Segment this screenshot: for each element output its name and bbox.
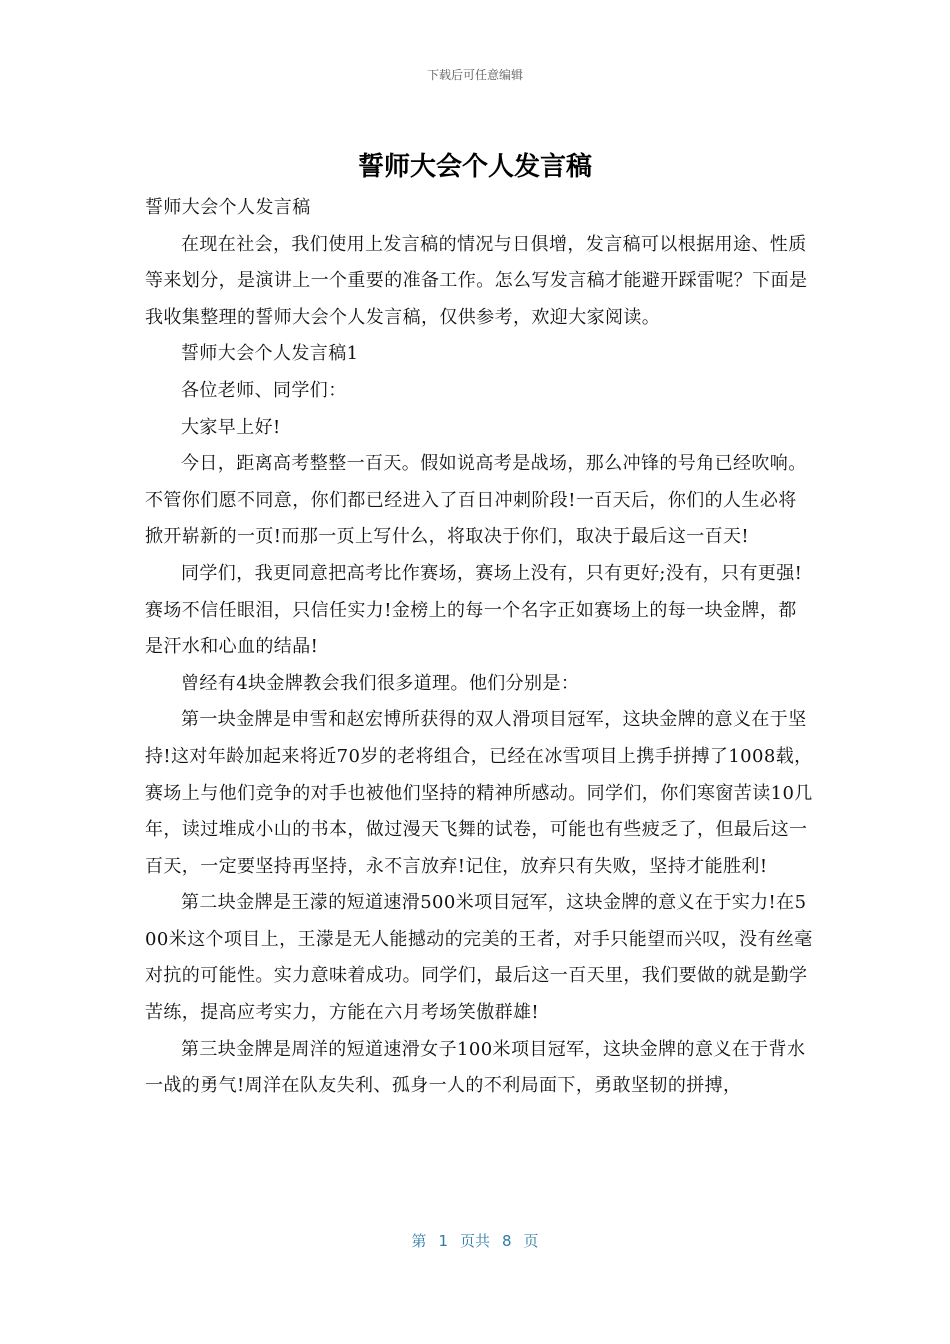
paragraph: 曾经有4块金牌教会我们很多道理。他们分别是： [181, 672, 580, 694]
header-note: 下载后可任意编辑 [426, 68, 523, 82]
document-subtitle: 誓师大会个人发言稿 [145, 197, 311, 218]
total-pages-number: 8 [502, 1232, 512, 1250]
paragraph: 第一块金牌是申雪和赵宏博所获得的双人滑项目冠军，这块金牌的意义在于坚持!这对年龄加起来将近70岁的老将组合，已经在冰雪项目上携手拼搏了1008载，赛场上与他们竞争的对手也被他们坚持的精神所感动。同学们，你们寒窗苦读10几年，读过堆成小山的书本，做过漫天飞舞的试卷，可能也有些疲乏了，但最后这一百天，一定要坚持再坚持，永不言放弃!记住，放弃只有失败，坚持才能胜利! [145, 709, 813, 877]
page-label-suffix: 页 [523, 1232, 539, 1250]
page-label-middle: 页共 [459, 1232, 490, 1250]
paragraph: 同学们，我更同意把高考比作赛场，赛场上没有，只有更好;没有，只有更强!赛场不信任眼泪，只信任实力!金榜上的每一个名字正如赛场上的每一块金牌，都是汗水和心血的结晶! [145, 562, 803, 658]
paragraph-salutation: 各位老师、同学们： [181, 379, 347, 401]
paragraph: 今日，距离高考整整一百天。假如说高考是战场，那么冲锋的号角已经吹响。不管你们愿不同意，你们都已经进入了百日冲刺阶段!一百天后，你们的人生必将掀开崭新的一页!而那一页上写什么，将取决于你们，取决于最后这一百天! [145, 453, 807, 548]
paragraph-intro: 在现在社会，我们使用上发言稿的情况与日俱增，发言稿可以根据用途、性质等来划分，是演讲上一个重要的准备工作。怎么写发言稿才能避开踩雷呢？下面是我收集整理的誓师大会个人发言稿，仅供参考，欢迎大家阅读。 [145, 233, 808, 328]
document-body [145, 190, 815, 1105]
document-title: 誓师大会个人发言稿 [357, 152, 592, 182]
paragraph-greeting: 大家早上好! [181, 416, 281, 438]
page-footer [0, 1230, 950, 1251]
paragraph: 第二块金牌是王濛的短道速滑500米项目冠军，这块金牌的意义在于实力!在500米这个项目上，王濛是无人能撼动的完美的王者，对手只能望而兴叹，没有丝毫对抗的可能性。实力意味着成功。同学们，最后这一百天里，我们要做的就是勤学苦练，提高应考实力，方能在六月考场笑傲群雄! [145, 892, 813, 1024]
current-page-number: 1 [438, 1232, 448, 1250]
page-label-prefix: 第 [411, 1232, 427, 1250]
paragraph: 第三块金牌是周洋的短道速滑女子100米项目冠军，这块金牌的意义在于背水一战的勇气!周洋在队友失利、孤身一人的不利局面下，勇敢坚韧的拼搏， [145, 1038, 806, 1097]
paragraph-section-heading: 誓师大会个人发言稿1 [181, 343, 359, 365]
